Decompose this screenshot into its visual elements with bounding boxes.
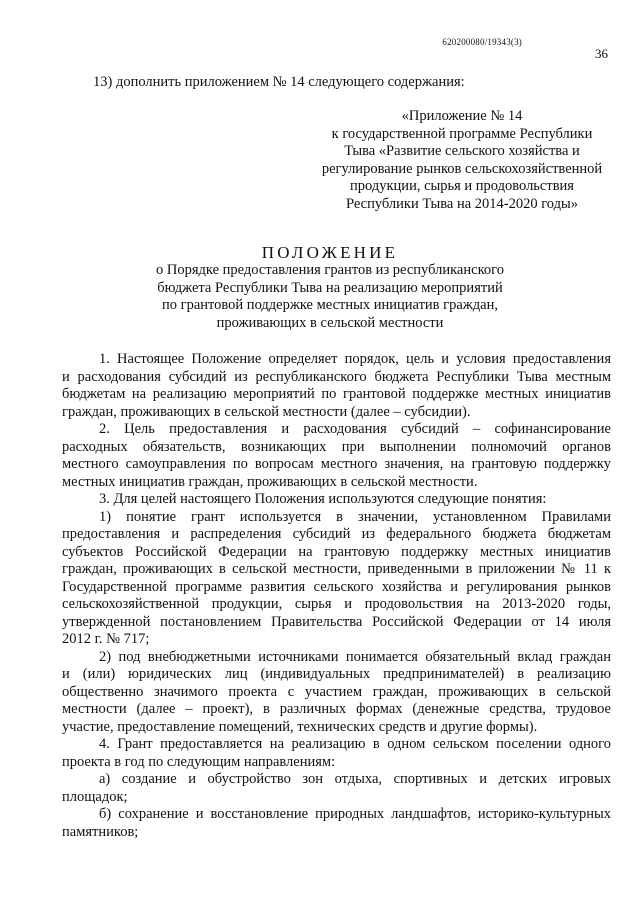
amendment-intro: 13) дополнить приложением № 14 следующего содержания: [93, 74, 465, 90]
paragraph-line: сельскохозяйственной продукции, сырья и продовольствия на 2013-2020 годы, [62, 596, 611, 612]
paragraph-line: памятников; [62, 823, 139, 840]
paragraph-line: местного самоуправления по вопросам местного значения, на грантовую поддержку [62, 456, 611, 472]
paragraph-line: участие, предоставление помещений, технических средств и другие формы). [62, 718, 538, 735]
paragraph-line: и расходования субсидий из республиканского бюджета Республики Тыва местным [62, 368, 611, 385]
page-number: 36 [595, 46, 608, 61]
subtitle-line: по грантовой поддержке местных инициатив граждан, [162, 297, 498, 313]
paragraph-line: 2012 г. № 717; [62, 631, 150, 647]
document-title: ПОЛОЖЕНИЕ [261, 243, 399, 262]
paragraph-line: расходных обязательств, возникающих при выполнении полномочий органов [62, 438, 611, 455]
appendix-line: регулирование рынков сельскохозяйственной [321, 160, 603, 177]
document-body [62, 351, 611, 841]
paragraph-line: 4. Грант предоставляется на реализацию в одном сельском поселении одного [99, 736, 611, 752]
paragraph [62, 771, 611, 806]
paragraph [62, 806, 611, 841]
paragraph-line: местности (далее – проект), в различных формах (денежные средства, трудовое [62, 701, 611, 717]
appendix-line: «Приложение № 14 [401, 108, 523, 124]
appendix-line: Республики Тыва на 2014-2020 годы» [345, 195, 579, 212]
paragraph-line: бюджетам на реализацию мероприятий по грантовой поддержке местных инициатив [62, 386, 611, 402]
document-subtitle [70, 262, 590, 332]
paragraph [62, 509, 611, 649]
paragraph-line: граждан, проживающих в сельской местности (далее – субсидии). [62, 403, 471, 420]
paragraph-line: предоставления и распределения субсидий из федерального бюджета бюджетам [62, 526, 611, 542]
paragraph-line: площадок; [62, 788, 128, 805]
paragraph [62, 421, 611, 491]
paragraph [62, 491, 611, 509]
paragraph-line: 1) понятие грант используется в значении, установленном Правилами [99, 508, 611, 525]
appendix-line: продукции, сырья и продовольствия [350, 178, 574, 194]
paragraph-line: 2) под внебюджетными источниками понимается обязательный вклад граждан [99, 648, 611, 665]
paragraph-line: а) создание и обустройство зон отдыха, спортивных и детских игровых [99, 771, 611, 787]
paragraph-line: проекта в год по следующим направлениям: [62, 753, 336, 770]
paragraph-line: утвержденной постановлением Правительства Российской Федерации от 14 июля [62, 613, 611, 630]
paragraph-line: и (или) юридических лиц (индивидуальных предпринимателей) в реализацию [62, 666, 611, 682]
paragraph-line: субъектов Российской Федерации на грантовую поддержку местных инициатив [62, 543, 611, 560]
appendix-block [316, 108, 608, 213]
paragraph-line: местных инициатив граждан, проживающих в сельской местности. [62, 473, 478, 490]
paragraph-line: 1. Настоящее Положение определяет порядок, цель и условия предоставления [99, 351, 611, 367]
paragraph-line: общественно значимого проекта с участием граждан, проживающих в сельской [62, 683, 611, 700]
subtitle-line: бюджета Республики Тыва на реализацию мероприятий [157, 279, 503, 296]
appendix-line: Тыва «Развитие сельского хозяйства и [344, 143, 580, 159]
paragraph-line: 3. Для целей настоящего Положения используются следующие понятия: [99, 491, 547, 507]
paragraph-line: граждан, проживающих в сельской местности, приведенными в приложении № 11 к [62, 561, 611, 577]
subtitle-line: о Порядке предоставления грантов из республиканского [156, 262, 504, 278]
appendix-line: к государственной программе Республики [331, 125, 593, 142]
paragraph [62, 351, 611, 421]
paragraph-line: б) сохранение и восстановление природных ландшафтов, историко-культурных [99, 806, 611, 822]
paragraph [62, 736, 611, 771]
subtitle-line: проживающих в сельской местности [216, 314, 444, 331]
paragraph [62, 649, 611, 737]
paragraph-line: 2. Цель предоставления и расходования субсидий – софинансирование [99, 421, 611, 437]
document-id: 620200080/19343(3) [442, 37, 522, 47]
paragraph-line: Государственной программе развития сельского хозяйства и регулирования рынков [62, 578, 611, 595]
